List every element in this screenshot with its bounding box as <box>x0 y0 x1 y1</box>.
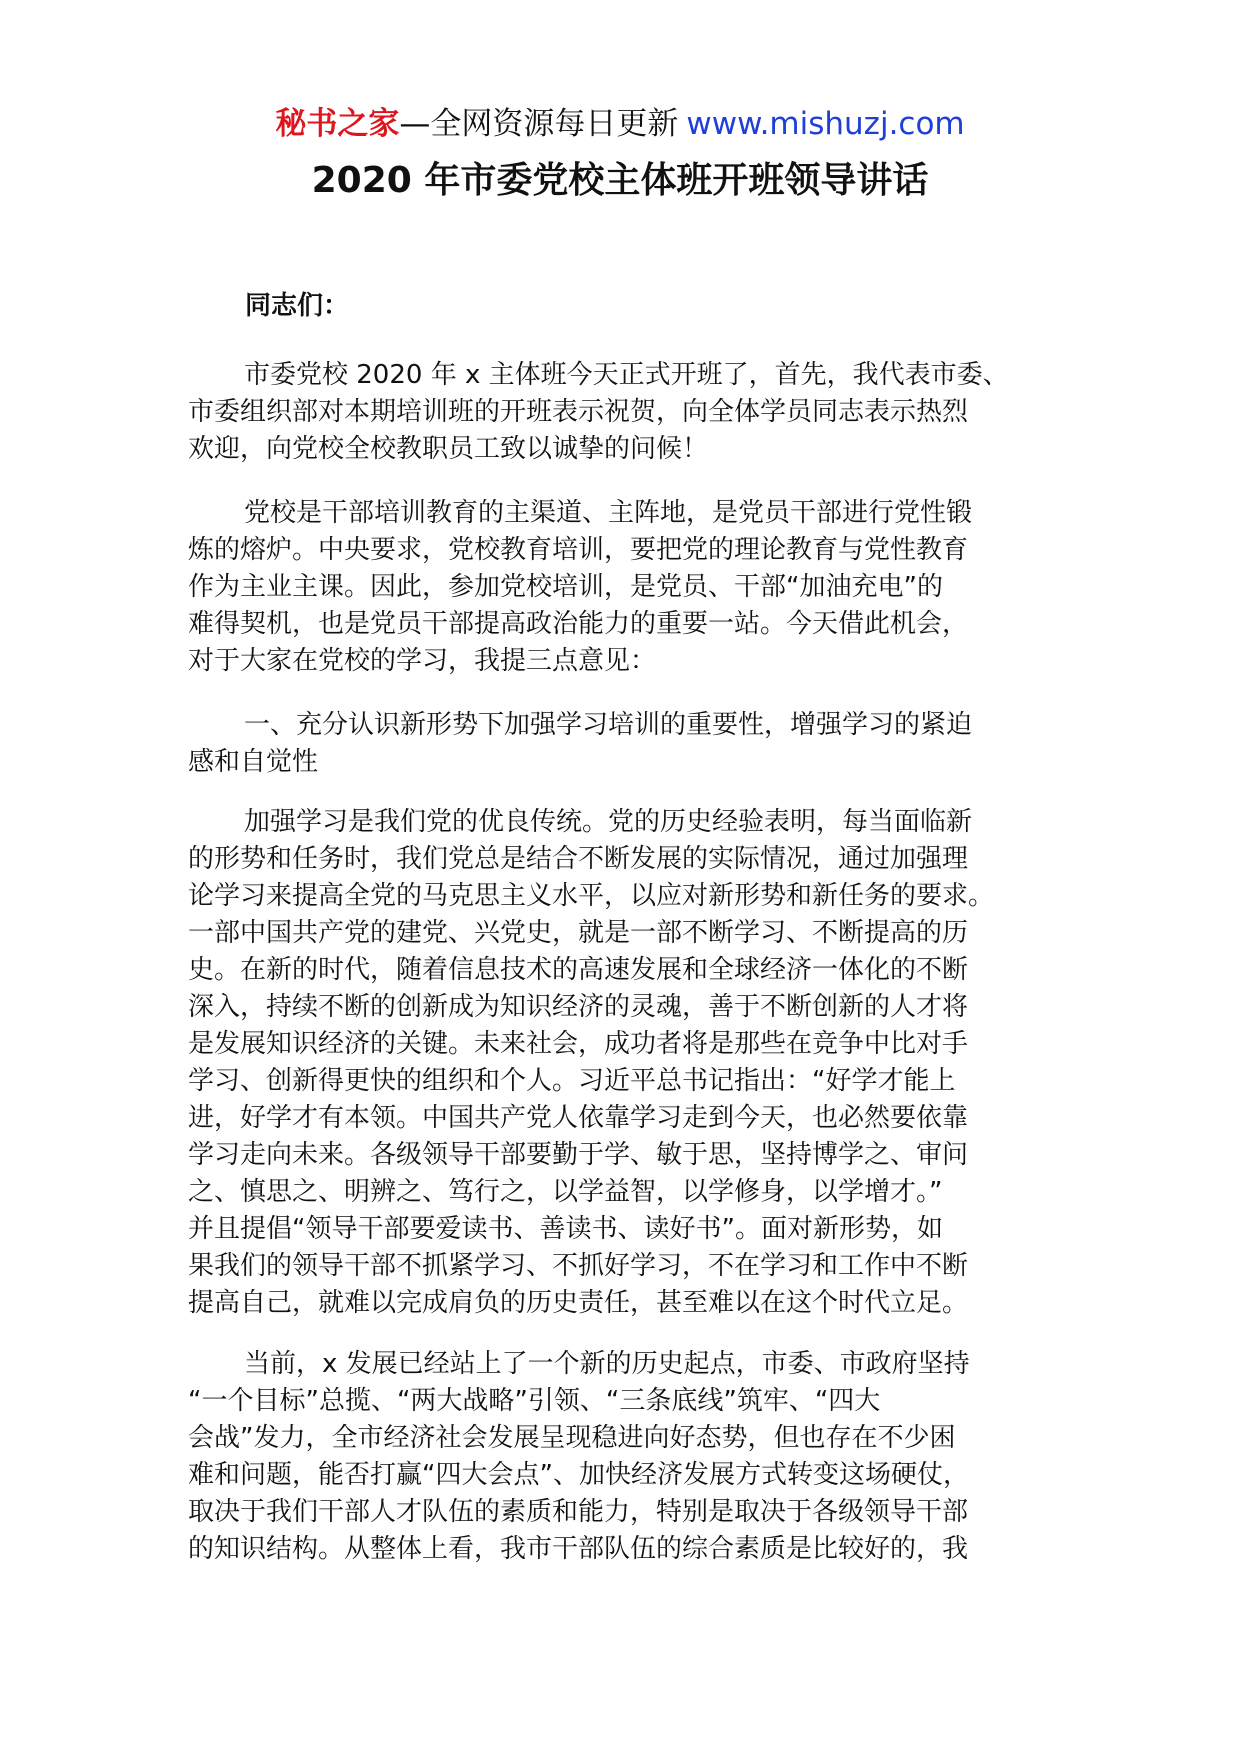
paragraph-line: 并且提倡“领导干部要爱读书、善读书、读好书”。面对新形势，如 <box>188 1214 943 1244</box>
paragraph-line: 对于大家在党校的学习，我提三点意见： <box>188 646 657 676</box>
paragraph-line: 提高自己，就难以完成肩负的历史责任，甚至难以在这个时代立足。 <box>188 1288 969 1318</box>
brand-name: 秘书之家 <box>275 106 400 142</box>
header-url[interactable]: www.mishuzj.com <box>686 106 965 142</box>
paragraph-line: 市委党校 2020 年 x 主体班今天正式开班了，首先，我代表市委、 <box>244 360 1009 390</box>
paragraph-line: 的知识结构。从整体上看，我市干部队伍的综合素质是比较好的，我 <box>188 1534 969 1564</box>
paragraph-5 <box>188 1346 1050 1568</box>
paragraph-line: 加强学习是我们党的优良传统。党的历史经验表明，每当面临新 <box>244 807 973 837</box>
paragraph-1 <box>188 357 1050 468</box>
paragraph-line: “一个目标”总揽、“两大战略”引领、“三条底线”筑牢、“四大 <box>188 1386 881 1416</box>
paragraph-line: 取决于我们干部人才队伍的素质和能力，特别是取决于各级领导干部 <box>188 1497 969 1527</box>
paragraph-line: 会战”发力，全市经济社会发展呈现稳进向好态势，但也存在不少困 <box>188 1423 956 1453</box>
paragraph-line: 的形势和任务时，我们党总是结合不断发展的实际情况，通过加强理 <box>188 844 969 874</box>
paragraph-line: 学习、创新得更快的组织和个人。习近平总书记指出：“好学才能上 <box>188 1066 956 1096</box>
paragraph-line: 深入，持续不断的创新成为知识经济的灵魂，善于不断创新的人才将 <box>188 992 969 1022</box>
header-tagline: —全网资源每日更新 <box>399 106 679 142</box>
paragraph-2 <box>188 495 1050 680</box>
paragraph-line: 论学习来提高全党的马克思主义水平，以应对新形势和新任务的要求。 <box>188 881 995 911</box>
paragraph-4 <box>188 804 1050 1322</box>
paragraph-line: 作为主业主课。因此，参加党校培训，是党员、干部“加油充电”的 <box>188 572 943 602</box>
document-title: 2020 年市委党校主体班开班领导讲话 <box>311 160 929 201</box>
paragraph-line: 果我们的领导干部不抓紧学习、不抓好学习，不在学习和工作中不断 <box>188 1251 969 1281</box>
paragraph-line: 是发展知识经济的关键。未来社会，成功者将是那些在竞争中比对手 <box>188 1029 969 1059</box>
salutation: 同志们： <box>245 291 350 321</box>
paragraph-line: 一部中国共产党的建党、兴党史，就是一部不断学习、不断提高的历 <box>188 918 969 948</box>
site-header <box>0 103 1240 145</box>
paragraph-line: 一、充分认识新形势下加强学习培训的重要性，增强学习的紧迫 <box>244 710 973 740</box>
paragraph-line: 欢迎，向党校全校教职员工致以诚挚的问候！ <box>188 434 709 464</box>
paragraph-line: 当前，x 发展已经站上了一个新的历史起点，市委、市政府坚持 <box>244 1349 970 1379</box>
paragraph-line: 党校是干部培训教育的主渠道、主阵地，是党员干部进行党性锻 <box>244 498 973 528</box>
paragraph-line: 感和自觉性 <box>188 747 319 777</box>
paragraph-line: 难和问题，能否打赢“四大会点”、加快经济发展方式转变这场硬仗， <box>188 1460 969 1490</box>
paragraph-line: 进，好学才有本领。中国共产党人依靠学习走到今天，也必然要依靠 <box>188 1103 969 1133</box>
paragraph-line: 史。在新的时代，随着信息技术的高速发展和全球经济一体化的不断 <box>188 955 969 985</box>
paragraph-line: 之、慎思之、明辨之、笃行之，以学益智，以学修身，以学增才。” <box>188 1177 943 1207</box>
paragraph-line: 学习走向未来。各级领导干部要勤于学、敏于思，坚持博学之、审问 <box>188 1140 969 1170</box>
paragraph-line: 难得契机，也是党员干部提高政治能力的重要一站。今天借此机会， <box>188 609 969 639</box>
paragraph-line: 市委组织部对本期培训班的开班表示祝贺，向全体学员同志表示热烈 <box>188 397 969 427</box>
section-heading-1 <box>188 707 1050 781</box>
paragraph-line: 炼的熔炉。中央要求，党校教育培训，要把党的理论教育与党性教育 <box>188 535 969 565</box>
